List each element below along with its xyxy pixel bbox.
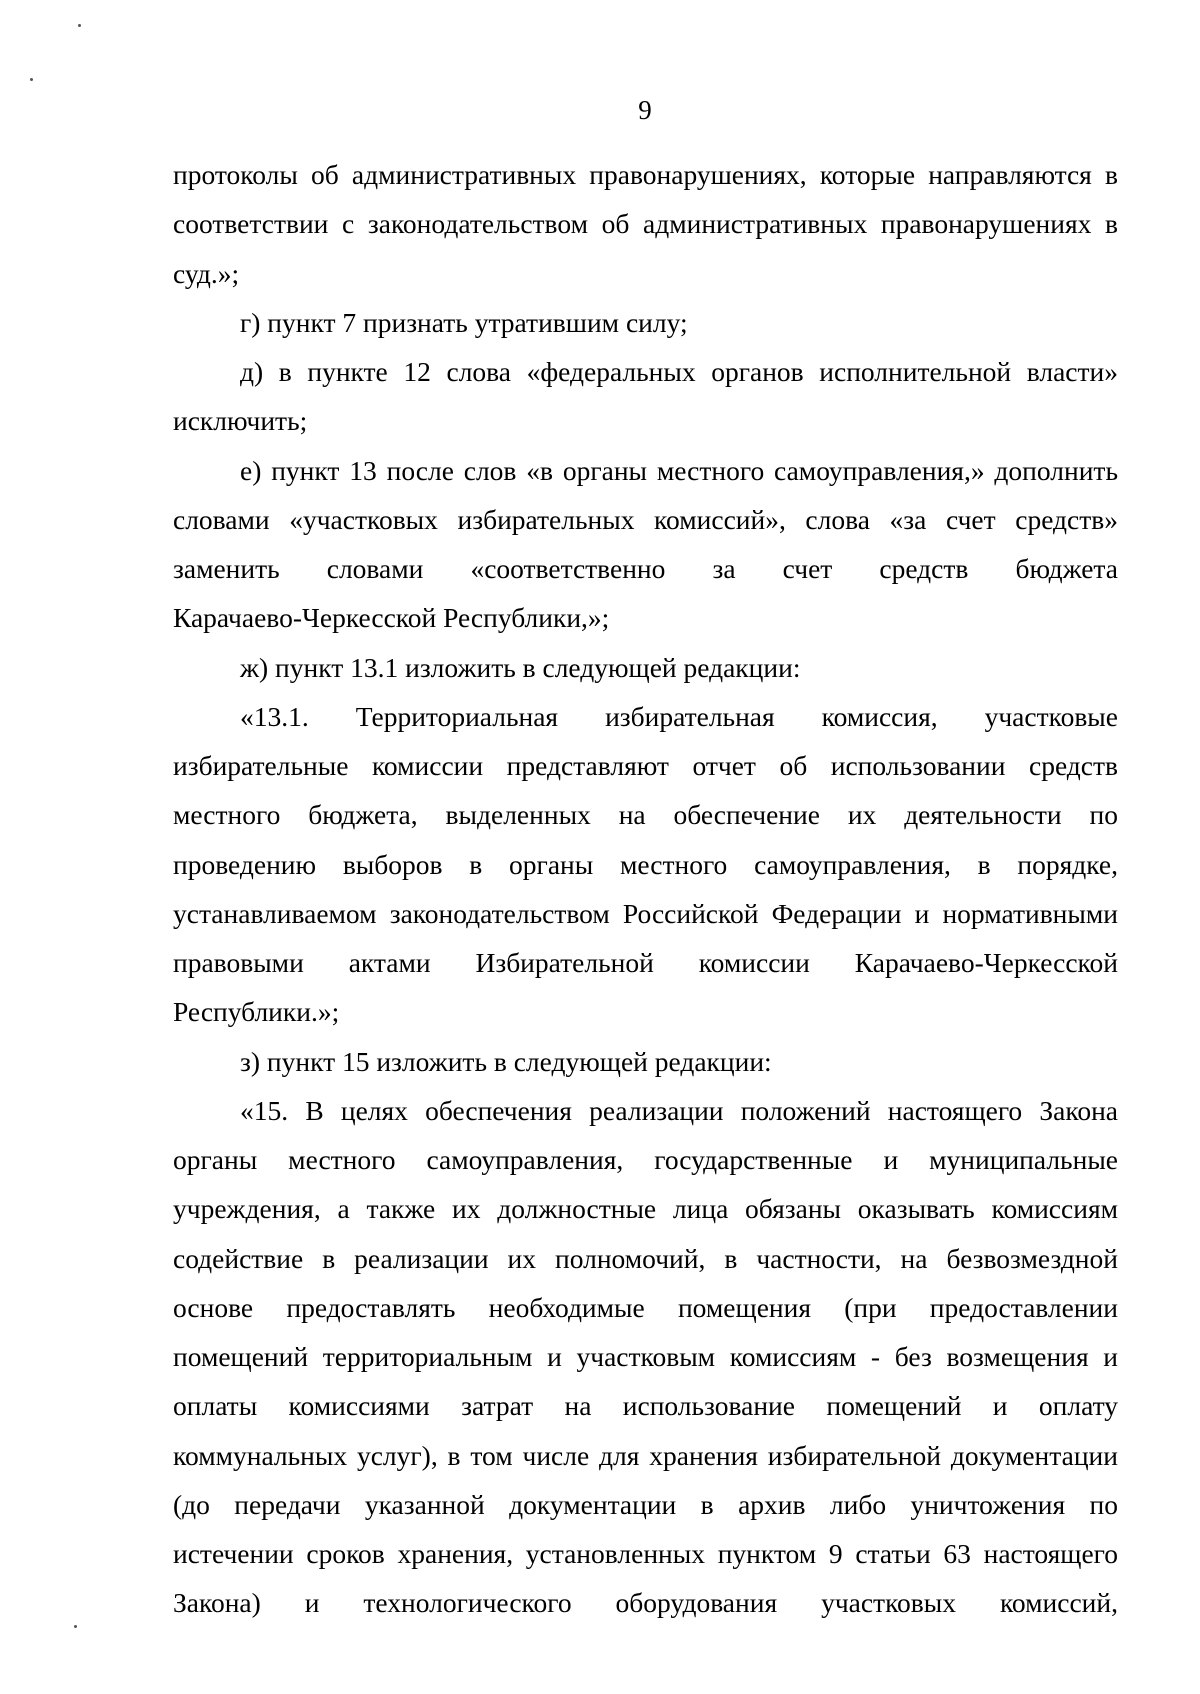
text-line: оплаты комиссиями затрат на использование помещений и оплату (173, 1390, 1118, 1422)
text-line: ж) пункт 13.1 изложить в следующей редакции: (240, 651, 801, 683)
scan-artifact-dot (74, 1625, 77, 1628)
text-line: з) пункт 15 изложить в следующей редакции: (240, 1045, 772, 1077)
text-line: содействие в реализации их полномочий, в частности, на безвозмездной (173, 1242, 1118, 1274)
text-line: д) в пункте 12 слова «федеральных органов исполнительной власти» (240, 356, 1118, 387)
text-line: местного бюджета, выделенных на обеспечение их деятельности по (173, 799, 1118, 831)
text-line: Карачаево-Черкесской Республики,»; (173, 602, 610, 634)
text-line: Закона) и технологического оборудования участковых комиссий, (173, 1587, 1118, 1619)
text-line: соответствии с законодательством об административных правонарушениях в (173, 208, 1118, 240)
text-line: заменить словами «соответственно за счет средств бюджета (173, 553, 1118, 584)
text-line: протоколы об административных правонарушениях, которые направляются в (173, 159, 1118, 190)
text-line: Республики.»; (173, 996, 340, 1028)
text-line: исключить; (173, 405, 308, 437)
text-line: избирательные комиссии представляют отчет об использовании средств (173, 750, 1118, 781)
page-number: 9 (638, 95, 652, 125)
text-line: «13.1. Территориальная избирательная комиссия, участковые (240, 700, 1118, 732)
scan-artifact-dot (30, 78, 33, 81)
text-line: (до передачи указанной документации в архив либо уничтожения по (173, 1488, 1118, 1520)
text-line: суд.»; (173, 257, 240, 289)
text-line: помещений территориальным и участковым комиссиям - без возмещения и (173, 1341, 1118, 1372)
text-line: основе предоставлять необходимые помещения (при предоставлении (173, 1291, 1118, 1323)
text-line: словами «участковых избирательных комиссий», слова «за счет средств» (173, 503, 1118, 535)
scan-artifact-dot (78, 24, 81, 27)
text-line: правовыми актами Избирательной комиссии Карачаево-Черкесской (173, 947, 1118, 978)
text-line: коммунальных услуг), в том числе для хранения избирательной документации (173, 1439, 1118, 1471)
text-line: органы местного самоуправления, государственные и муниципальные (173, 1144, 1118, 1175)
text-line: устанавливаемом законодательством Российской Федерации и нормативными (173, 897, 1118, 929)
text-line: г) пункт 7 признать утратившим силу; (240, 306, 688, 338)
text-line: «15. В целях обеспечения реализации положений настоящего Закона (240, 1094, 1118, 1126)
text-line: проведению выборов в органы местного самоуправления, в порядке, (173, 848, 1118, 880)
text-line: истечении сроков хранения, установленных пунктом 9 статьи 63 настоящего (173, 1538, 1118, 1569)
text-line: е) пункт 13 после слов «в органы местного самоуправления,» дополнить (240, 454, 1118, 486)
document-body (173, 150, 1118, 1628)
text-line: учреждения, а также их должностные лица обязаны оказывать комиссиям (173, 1193, 1118, 1225)
